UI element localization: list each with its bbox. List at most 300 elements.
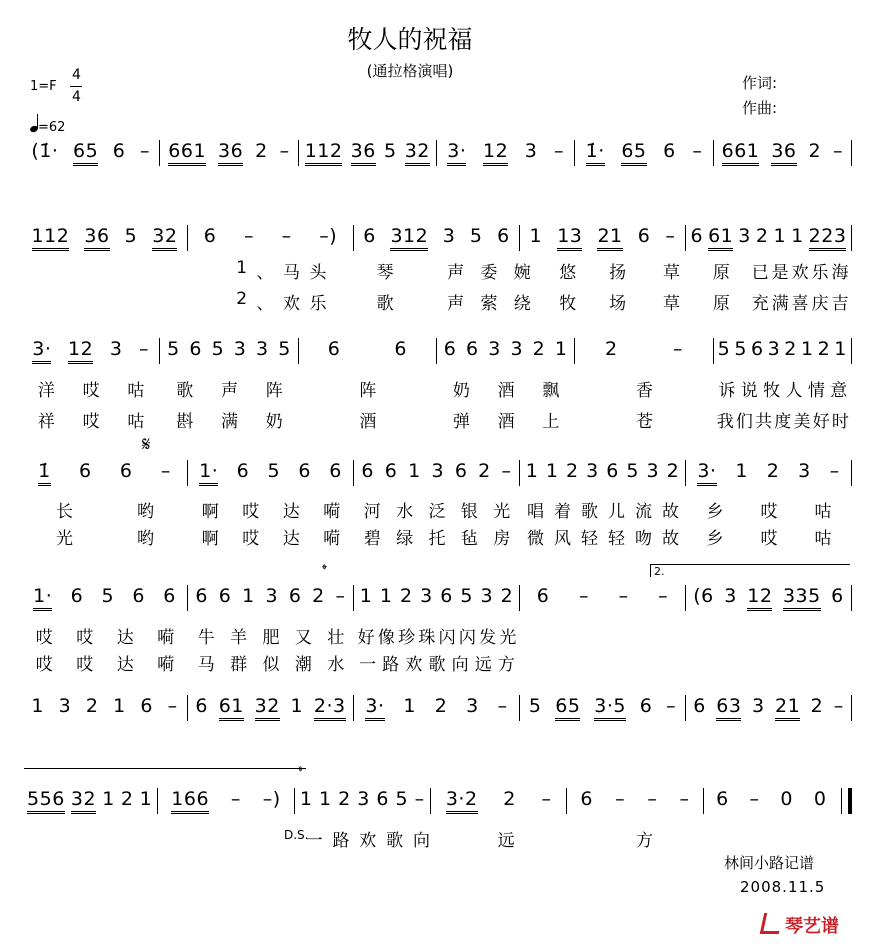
note: 6 bbox=[440, 585, 453, 607]
measure bbox=[519, 225, 685, 251]
lyric-segment bbox=[437, 258, 541, 283]
note: 2 bbox=[755, 225, 769, 247]
measure bbox=[22, 140, 159, 166]
note: 3 bbox=[738, 225, 751, 247]
lyric-char: 肥 bbox=[262, 628, 280, 648]
lyric-char: 们 bbox=[735, 412, 753, 432]
second-ending-bracket bbox=[650, 564, 850, 577]
measure bbox=[436, 140, 574, 166]
logo-text: 琴艺谱 bbox=[785, 916, 839, 937]
barline bbox=[851, 338, 852, 364]
lyric-segment bbox=[541, 289, 645, 314]
note: 2 bbox=[434, 695, 448, 717]
lyric-char: 吉 bbox=[831, 294, 849, 314]
barline bbox=[851, 225, 852, 251]
note: 3 bbox=[488, 338, 501, 360]
note: – bbox=[139, 338, 149, 360]
note: 5 bbox=[734, 338, 747, 360]
lyric-char: 草 bbox=[662, 294, 680, 314]
lyric-char: 哎 bbox=[35, 628, 53, 648]
note: 1 bbox=[834, 338, 847, 360]
note: 6 bbox=[236, 460, 250, 482]
lyric-char: 哎 bbox=[242, 502, 260, 522]
time-signature-top: 4 bbox=[72, 67, 81, 83]
note: 6 bbox=[376, 788, 390, 810]
note: 3 bbox=[510, 338, 524, 360]
lyric-char: 一 bbox=[359, 655, 377, 675]
lyric-char: 人 bbox=[785, 381, 803, 401]
lyric-spacer bbox=[22, 289, 126, 314]
lyric-char: 啊 bbox=[201, 502, 219, 522]
lyric-char: 海 bbox=[831, 263, 849, 283]
lyric-char: 一 bbox=[305, 831, 323, 851]
lyric-char: 哎 bbox=[76, 655, 94, 675]
lyric-segment bbox=[230, 258, 334, 283]
lyric-char: 已 bbox=[751, 263, 769, 283]
lyric-char: 2 bbox=[236, 289, 248, 309]
note: 1 bbox=[735, 460, 748, 482]
lyric-char: 度 bbox=[774, 412, 792, 432]
lyric-char: 着 bbox=[554, 502, 571, 522]
composer-label: 作曲: bbox=[742, 99, 778, 117]
measure bbox=[22, 460, 187, 486]
note: 32 bbox=[152, 225, 177, 251]
lyric-segment bbox=[714, 376, 852, 401]
lyric-char: 嗬 bbox=[323, 502, 341, 522]
note: 6 bbox=[639, 695, 653, 717]
note: – bbox=[832, 140, 843, 162]
note: 3 bbox=[524, 140, 538, 162]
lyric-char: 苍 bbox=[635, 412, 653, 432]
measure bbox=[187, 695, 353, 721]
measure bbox=[685, 695, 851, 721]
lyric-char: 似 bbox=[262, 655, 280, 675]
measure bbox=[159, 140, 297, 166]
note: 2 bbox=[338, 788, 351, 810]
lyric-char: 哟 bbox=[137, 529, 154, 549]
note: 0 bbox=[780, 788, 794, 810]
note: – bbox=[829, 460, 840, 482]
note: 6 bbox=[329, 460, 342, 482]
note: 1· bbox=[199, 460, 218, 486]
score-line bbox=[22, 695, 852, 721]
note: 6 bbox=[363, 225, 376, 247]
lyric-row bbox=[22, 289, 852, 314]
lyric-char: 好 bbox=[812, 412, 830, 432]
lyric-char: 绿 bbox=[396, 529, 414, 549]
note: 2 bbox=[784, 338, 797, 360]
note: 1· bbox=[33, 585, 52, 611]
note: 1 bbox=[290, 695, 304, 717]
lyric-char: 诉 bbox=[718, 381, 736, 401]
lyric-segment bbox=[22, 826, 160, 851]
note: 61 bbox=[708, 225, 733, 251]
lyric-char: 是 bbox=[771, 263, 789, 283]
lyric-char: 达 bbox=[282, 529, 300, 549]
lyric-row bbox=[22, 623, 852, 648]
lyric-char: 阵 bbox=[359, 381, 377, 401]
lyric-segment bbox=[333, 258, 437, 283]
lyric-char: 儿 bbox=[608, 502, 625, 522]
note: 3 bbox=[265, 585, 279, 607]
note: – bbox=[672, 338, 683, 360]
lyric-char: 、 bbox=[256, 294, 274, 314]
lyric-char: 远 bbox=[497, 831, 515, 851]
transcriber-signature: 林间小路记谱 bbox=[724, 854, 815, 872]
note: 12 bbox=[68, 338, 93, 364]
lyric-segment bbox=[575, 826, 713, 851]
note: 2 bbox=[312, 585, 325, 607]
lyric-segment bbox=[520, 650, 686, 675]
lyric-char: 草 bbox=[662, 263, 680, 283]
note: 3 bbox=[480, 585, 494, 607]
lyric-char: 阵 bbox=[265, 381, 283, 401]
note: 2 bbox=[666, 460, 680, 482]
lyric-char: 故 bbox=[662, 529, 679, 549]
lyric-char: 意 bbox=[830, 381, 848, 401]
note: 5 bbox=[101, 585, 115, 607]
lyric-segment bbox=[230, 289, 334, 314]
lyric-char: 哎 bbox=[76, 628, 94, 648]
note: (1̇· bbox=[31, 140, 59, 162]
lyric-char: 风 bbox=[554, 529, 571, 549]
lyric-row bbox=[22, 524, 852, 549]
note: 1 bbox=[403, 695, 416, 717]
note: 1 bbox=[525, 460, 539, 482]
lyric-row bbox=[22, 650, 852, 675]
lyric-segment bbox=[686, 650, 852, 675]
singer-credit: (通拉格演唱) bbox=[366, 62, 454, 80]
note: 1 bbox=[139, 788, 153, 810]
phrase-line bbox=[24, 768, 306, 769]
lyric-char: 乐 bbox=[309, 294, 327, 314]
note: 36 bbox=[351, 140, 376, 166]
measure bbox=[22, 585, 187, 611]
lyric-char: 香 bbox=[635, 381, 653, 401]
measure bbox=[566, 788, 702, 814]
lyric-char: 说 bbox=[740, 381, 758, 401]
lyric-char: 嗬 bbox=[323, 529, 341, 549]
note: 1 bbox=[113, 695, 126, 717]
lyric-char: 绕 bbox=[513, 294, 531, 314]
score-line bbox=[22, 225, 852, 251]
note: 1̇· bbox=[586, 140, 605, 166]
lyric-segment bbox=[333, 289, 437, 314]
note: 2 bbox=[810, 695, 824, 717]
lyric-char: 1 bbox=[236, 258, 248, 278]
measure bbox=[353, 225, 519, 251]
note: 2 bbox=[604, 338, 618, 360]
lyric-char: 像 bbox=[377, 628, 395, 648]
lyric-char: 轻 bbox=[581, 529, 598, 549]
coda-icon: 𝄌 bbox=[322, 562, 327, 578]
lyric-segment bbox=[575, 407, 713, 432]
lyric-segment bbox=[188, 497, 354, 522]
lyric-char: 共 bbox=[755, 412, 773, 432]
lyric-spacer bbox=[126, 258, 230, 283]
lyric-char: 牧 bbox=[559, 294, 577, 314]
lyric-char: 酒 bbox=[497, 381, 515, 401]
note: 1 bbox=[554, 338, 568, 360]
lyric-char: 向 bbox=[413, 831, 431, 851]
lyric-char: 流 bbox=[635, 502, 652, 522]
lyric-char: 哎 bbox=[760, 502, 778, 522]
measure bbox=[22, 695, 187, 721]
lyric-char: 充 bbox=[751, 294, 769, 314]
lyric-char: 咕 bbox=[814, 502, 832, 522]
lyric-segment bbox=[188, 623, 354, 648]
note: 3 bbox=[442, 225, 456, 247]
lyric-segment bbox=[22, 497, 188, 522]
lyric-char: 珠 bbox=[418, 628, 436, 648]
note: 6 bbox=[119, 460, 133, 482]
lyric-char: 琴 bbox=[376, 263, 394, 283]
note: 2 bbox=[766, 460, 780, 482]
lyric-segment bbox=[188, 524, 354, 549]
note: – bbox=[160, 460, 171, 482]
lyric-char: 好 bbox=[357, 628, 375, 648]
measure bbox=[685, 585, 851, 611]
note: 36 bbox=[84, 225, 109, 251]
lyric-char: 水 bbox=[327, 655, 345, 675]
measure bbox=[22, 338, 159, 364]
score-line bbox=[22, 460, 852, 486]
note: 6 bbox=[203, 225, 217, 247]
lyric-char: 歌 bbox=[428, 655, 446, 675]
note: 661 bbox=[168, 140, 206, 166]
note: 6 bbox=[189, 338, 202, 360]
measure bbox=[157, 788, 293, 814]
note: – bbox=[497, 695, 508, 717]
lyric-char: 光 bbox=[499, 628, 517, 648]
site-logo bbox=[762, 912, 839, 938]
note: 6 bbox=[163, 585, 176, 607]
note: 6 bbox=[454, 460, 468, 482]
lyric-segment bbox=[160, 826, 298, 851]
lyric-char: 达 bbox=[116, 628, 134, 648]
note: 5 bbox=[469, 225, 483, 247]
lyric-row bbox=[22, 826, 852, 851]
lyric-char: 牧 bbox=[763, 381, 781, 401]
lyric-char: 银 bbox=[460, 502, 478, 522]
lyric-char: 方 bbox=[635, 831, 653, 851]
note: – bbox=[501, 460, 512, 482]
measure bbox=[703, 788, 839, 814]
note: 6 bbox=[140, 695, 153, 717]
lyric-char: 远 bbox=[474, 655, 492, 675]
measure bbox=[574, 338, 712, 364]
note: –) bbox=[319, 225, 338, 247]
note: 6 bbox=[218, 585, 232, 607]
note: 1 bbox=[31, 695, 44, 717]
time-signature-divider bbox=[70, 86, 82, 87]
lyric-char: 啊 bbox=[201, 529, 219, 549]
note: 12 bbox=[747, 585, 772, 611]
transcription-date: 2008.11.5 bbox=[740, 878, 826, 896]
lyric-segment bbox=[748, 289, 852, 314]
note: 2 bbox=[400, 585, 413, 607]
lyric-char: 原 bbox=[712, 263, 730, 283]
score-line bbox=[22, 585, 852, 611]
lyric-char: 达 bbox=[116, 655, 134, 675]
note: 6 bbox=[195, 695, 208, 717]
lyric-char: 上 bbox=[542, 412, 560, 432]
note: 5 bbox=[626, 460, 639, 482]
note: 1 bbox=[319, 788, 332, 810]
measure bbox=[159, 338, 297, 364]
note: 2 bbox=[478, 460, 491, 482]
note: – bbox=[541, 788, 552, 810]
measure bbox=[187, 225, 353, 251]
lyric-spacer bbox=[22, 258, 126, 283]
lyric-char: 祥 bbox=[37, 412, 55, 432]
note: 3· bbox=[447, 140, 466, 166]
lyric-char: 嗬 bbox=[157, 655, 175, 675]
note: – bbox=[692, 140, 703, 162]
note: 3 bbox=[646, 460, 660, 482]
measure bbox=[353, 695, 519, 721]
note: 21 bbox=[597, 225, 622, 251]
lyric-char: 欢 bbox=[791, 263, 809, 283]
tempo-marking bbox=[30, 114, 65, 134]
measure bbox=[22, 788, 157, 814]
lyric-char: 光 bbox=[493, 502, 511, 522]
score-line bbox=[22, 140, 852, 166]
lyric-segment bbox=[437, 826, 575, 851]
lyric-char: 向 bbox=[451, 655, 469, 675]
note: 5 bbox=[460, 585, 473, 607]
lyric-char: 原 bbox=[712, 294, 730, 314]
lyric-char: 声 bbox=[447, 294, 465, 314]
note: 1 bbox=[800, 338, 814, 360]
lyric-char: 婉 bbox=[513, 263, 531, 283]
lyric-char: 路 bbox=[382, 655, 400, 675]
lyric-char: 哎 bbox=[82, 381, 100, 401]
note: 6 bbox=[466, 338, 479, 360]
note: 6 bbox=[663, 140, 676, 162]
note: 3· bbox=[697, 460, 716, 486]
note: 5 bbox=[167, 338, 180, 360]
barline bbox=[841, 788, 852, 814]
measure bbox=[519, 585, 685, 611]
note: – bbox=[244, 225, 254, 247]
note: 5 bbox=[211, 338, 225, 360]
lyric-segment bbox=[437, 376, 575, 401]
note: 2 bbox=[532, 338, 546, 360]
lyric-char: 声 bbox=[447, 263, 465, 283]
note: 5 bbox=[267, 460, 281, 482]
note: 2 bbox=[85, 695, 99, 717]
lyric-char: 达 bbox=[282, 502, 300, 522]
note: – bbox=[279, 140, 290, 162]
key-label: 1=F bbox=[30, 79, 57, 94]
note: – bbox=[578, 585, 589, 607]
measure bbox=[298, 140, 436, 166]
note: 3 bbox=[724, 585, 737, 607]
note: 3 bbox=[58, 695, 72, 717]
note: – bbox=[618, 585, 629, 607]
lyric-segment bbox=[354, 497, 520, 522]
lyric-char: 歌 bbox=[376, 294, 394, 314]
lyric-char: 哎 bbox=[760, 529, 778, 549]
note: 3·2 bbox=[446, 788, 478, 814]
note: 1 bbox=[408, 460, 421, 482]
note: 1 bbox=[545, 460, 559, 482]
lyric-segment bbox=[520, 623, 686, 648]
lyric-char: 斟 bbox=[176, 412, 194, 432]
lyric-segment bbox=[714, 407, 852, 432]
lyric-char: 欢 bbox=[359, 831, 377, 851]
measure bbox=[187, 460, 353, 486]
note: 3 bbox=[431, 460, 445, 482]
lyric-char: 歌 bbox=[176, 381, 194, 401]
note: 112 bbox=[32, 225, 70, 251]
lyric-char: 时 bbox=[831, 412, 849, 432]
lyric-char: 碧 bbox=[363, 529, 381, 549]
measure bbox=[353, 460, 519, 486]
lyric-segment bbox=[354, 623, 520, 648]
note: 6 bbox=[361, 460, 374, 482]
note: 0 bbox=[813, 788, 827, 810]
lyric-char: 萦 bbox=[480, 294, 498, 314]
lyric-char: 飘 bbox=[542, 381, 560, 401]
lyric-char: 哎 bbox=[242, 529, 260, 549]
note: 3 bbox=[357, 788, 370, 810]
lyricist-label: 作词: bbox=[742, 74, 778, 92]
note: 1 bbox=[102, 788, 115, 810]
lyric-row bbox=[22, 376, 852, 401]
measure bbox=[22, 225, 187, 251]
score-line bbox=[22, 788, 852, 814]
note: 3 bbox=[767, 338, 781, 360]
measure bbox=[298, 338, 436, 364]
lyric-char: 群 bbox=[230, 655, 248, 675]
note: – bbox=[230, 788, 241, 810]
measure bbox=[713, 140, 851, 166]
lyric-char: 乡 bbox=[706, 502, 724, 522]
measure bbox=[294, 788, 430, 814]
lyric-char: 闪 bbox=[458, 628, 476, 648]
lyric-char: 酒 bbox=[359, 412, 377, 432]
lyric-spacer bbox=[126, 289, 230, 314]
lyric-char: 情 bbox=[807, 381, 825, 401]
note: 6 bbox=[693, 695, 706, 717]
lyric-char: 头 bbox=[309, 263, 327, 283]
lyric-segment bbox=[645, 258, 749, 283]
barline bbox=[851, 695, 852, 721]
note: 63 bbox=[716, 695, 741, 721]
note: 5 bbox=[717, 338, 731, 360]
lyric-char: 我 bbox=[716, 412, 734, 432]
lyric-segment bbox=[22, 650, 188, 675]
lyric-char: 委 bbox=[480, 263, 498, 283]
note: 6 bbox=[637, 225, 651, 247]
note: 32 bbox=[255, 695, 280, 721]
second-ending-label: 2. bbox=[654, 565, 665, 578]
note: 61 bbox=[219, 695, 244, 721]
tempo-value: =62 bbox=[38, 120, 66, 135]
note: 6 bbox=[716, 788, 729, 810]
lyric-segment bbox=[437, 407, 575, 432]
note: 556 bbox=[27, 788, 65, 814]
lyric-char: 泛 bbox=[428, 502, 446, 522]
lyric-char: 乡 bbox=[706, 529, 724, 549]
lyric-segment bbox=[299, 826, 437, 851]
note: 3 bbox=[233, 338, 247, 360]
lyric-char: 羊 bbox=[230, 628, 248, 648]
lyric-segment bbox=[686, 524, 852, 549]
time-signature-bottom: 4 bbox=[72, 89, 81, 105]
